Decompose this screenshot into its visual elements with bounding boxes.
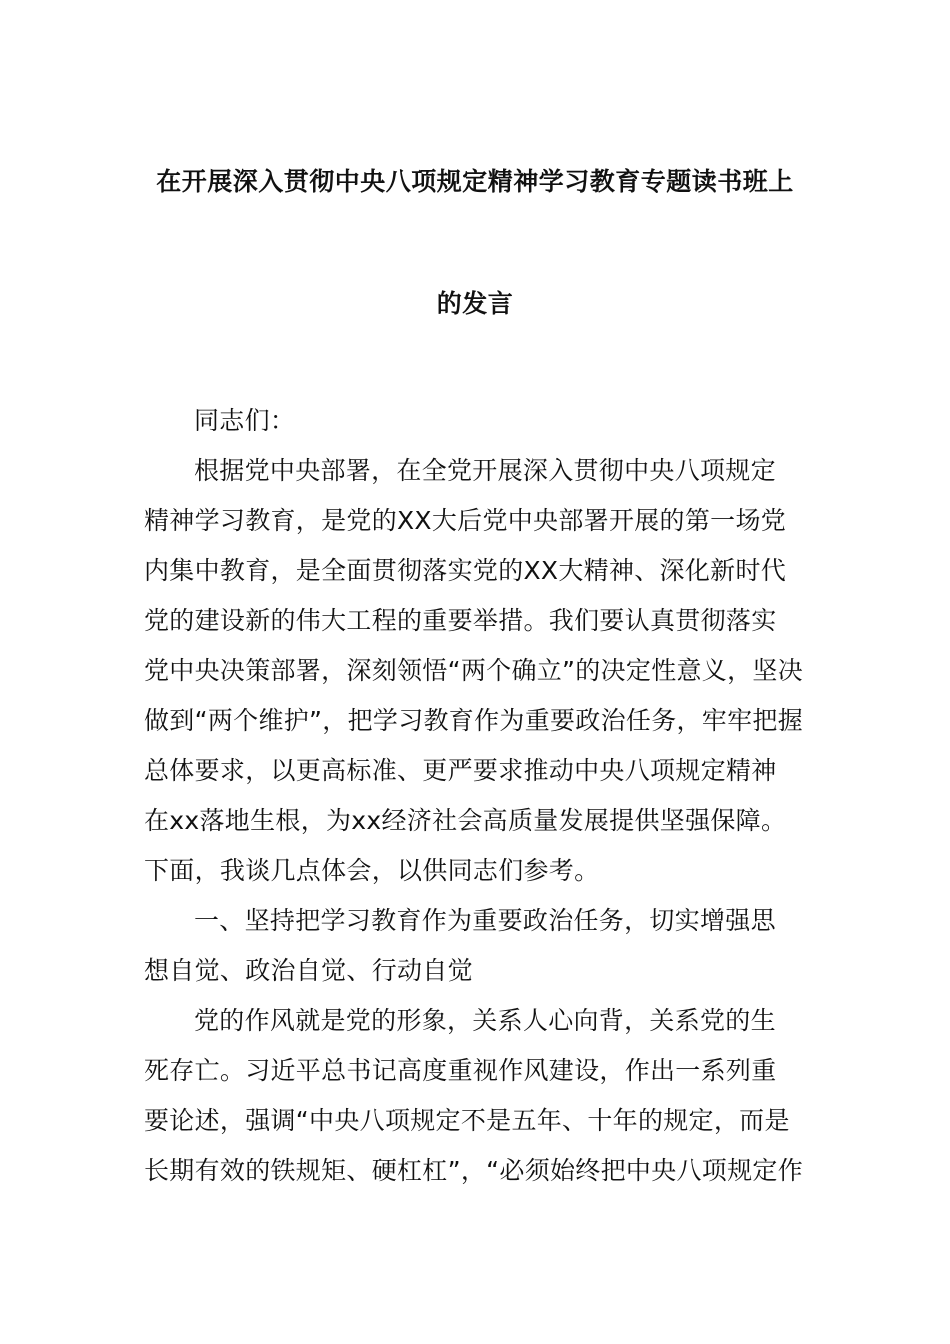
paragraph-line: 精神学习教育，是党的XX大后党中央部署开展的第一场党 [144,506,787,535]
paragraph-line: 党中央决策部署，深刻领悟“两个确立”的决定性意义，坚决 [144,656,804,685]
paragraph-line: 做到“两个维护”，把学习教育作为重要政治任务，牢牢把握 [144,706,804,735]
paragraph-line: 要论述，强调“中央八项规定不是五年、十年的规定，而是 [144,1106,790,1135]
salutation: 同志们： [194,406,296,435]
paragraph-line: 在xx落地生根，为xx经济社会高质量发展提供坚强保障。 [144,806,787,835]
paragraph-line: 内集中教育，是全面贯彻落实党的XX大精神、深化新时代 [144,556,787,585]
paragraph-line: 死存亡。习近平总书记高度重视作风建设，作出一系列重 [144,1056,777,1085]
paragraph-line: 长期有效的铁规矩、硬杠杠”，“必须始终把中央八项规定作 [144,1156,804,1185]
paragraph-line: 根据党中央部署，在全党开展深入贯彻中央八项规定 [194,456,776,485]
document-title-line-2: 的发言 [436,289,514,318]
paragraph-line: 党的建设新的伟大工程的重要举措。我们要认真贯彻落实 [144,606,777,635]
document-title-line-1: 在开展深入贯彻中央八项规定精神学习教育专题读书班上 [156,167,794,196]
section-heading-line: 想自觉、政治自觉、行动自觉 [144,956,473,985]
paragraph-line: 党的作风就是党的形象，关系人心向背，关系党的生 [194,1006,776,1035]
paragraph-line: 总体要求，以更高标准、更严要求推动中央八项规定精神 [144,756,777,785]
section-heading-line: 一、坚持把学习教育作为重要政治任务，切实增强思 [194,906,776,935]
paragraph-line: 下面，我谈几点体会，以供同志们参考。 [144,856,600,885]
